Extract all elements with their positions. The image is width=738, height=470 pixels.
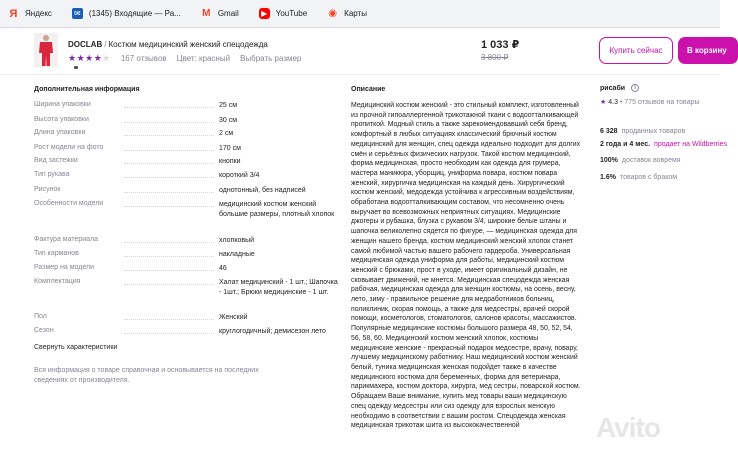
characteristic-value: хлопковый (219, 237, 255, 244)
seller-reviews-text: 775 отзывов на товары (624, 99, 700, 106)
characteristic-key: Рисунок (34, 186, 61, 193)
seller-reviews: • 775 отзывов на товары (619, 99, 700, 106)
seller-name-text[interactable]: рисаби (600, 84, 626, 92)
characteristic-value: медицинский костюм женский большие размеры, плотный хлопок (219, 201, 335, 218)
rating-stars: ★★★★★ (68, 53, 111, 63)
bookmark-label: Gmail (217, 9, 239, 18)
bookmark-label: YouTube (275, 9, 308, 18)
characteristic-value: 2 см (219, 130, 234, 137)
characteristic-key: Ширина упаковки (34, 101, 91, 108)
characteristic-key: Пол (34, 313, 47, 320)
stat-label: товаров с браком (619, 174, 678, 181)
seller-stat (600, 174, 677, 181)
avito-watermark: Avito (596, 412, 660, 443)
youtube-icon: ▶ (259, 8, 270, 19)
bookmark-gmail[interactable] (201, 8, 239, 19)
image-edge (74, 66, 78, 69)
characteristic-value: Женский (219, 314, 248, 321)
characteristic-value: 25 см (219, 102, 238, 109)
bookmark-label: (1345) Входящие — Ра... (88, 9, 181, 18)
stat-label: проданных товаров (621, 128, 686, 135)
mail-icon: ✉ (72, 8, 83, 19)
characteristic-key: Особенности модели (34, 200, 104, 207)
choose-size-link[interactable]: Выбрать размер (240, 54, 302, 63)
stat-value: 100% (600, 157, 618, 164)
maps-icon: ◉ (328, 8, 338, 19)
characteristic-key: Размер на модели (34, 264, 94, 271)
characteristic-key: Фактура материала (34, 236, 99, 243)
bookmark-youtube[interactable] (259, 8, 307, 19)
add-to-cart-button[interactable]: В корзину (678, 37, 738, 64)
product-name: Костюм медицинский женский спецодежда (108, 40, 268, 49)
characteristic-key: Сезон (34, 327, 54, 334)
product-meta (68, 53, 311, 64)
old-price: 3 800 ₽ (481, 53, 509, 62)
yandex-icon: Я (9, 7, 18, 20)
seller-rating-value: 4.3 (608, 99, 618, 106)
characteristic-value: 30 см (219, 117, 238, 124)
stat-value: 1.6% (600, 174, 616, 181)
characteristic-value: Халат медицинский - 1 шт.; Шапочка - 1шт.; Брюки медицинские - 1 шт. (219, 279, 338, 296)
stat-value: 2 года и 4 мес. (600, 141, 651, 148)
color-label: Цвет: красный (176, 54, 231, 63)
description-title: Описание (351, 86, 386, 93)
characteristic-key: Тип рукава (34, 171, 70, 178)
bookmark-label: Карты (344, 9, 367, 18)
seller-stat (600, 141, 727, 148)
bookmark-label: Яндекс (25, 9, 52, 18)
brand-separator: / (104, 40, 107, 49)
bookmark-yandex[interactable] (8, 8, 52, 19)
description-text: Медицинский костюм женский - это стильный комплект, изготовленный из прочной гипоаллергенной трикотажной ткани с водоотталкивающей пропиткой. Модный стиль а также зарекомендовавший себя бренд, комфортный в любых ситуациях классический брючный костюм медицинский для женщин, спец одежда идеально подходит для долгих смён и серьёзных физических нагрузок. Такой костюм медицинский, форма медицинская, просто необходим как одежда для грумера, мастера маникюра, уборщиц, униформа повара, костюм повара женский, хирургичка медицинская на каждый день. Хирургический костюм женский, медодежда устойчива к агрессивным воздействиям, обработана водоотталкивающим составом, что несомненно очень выручает во всевозможных неприятных ситуациях. Медицинские джогеры и рубашка, блузка с рукавом 3/4, широкие белые штаны и шапочка великолепно сядется по фигуре, — медицинская одежда для женщин нашего бренда, костюм медицинский женский хлопок станет самой любимой частью вашего рабочего гардероба. Универсальная медицинская одежда униформа для работы, медицинский костюм женский с брюками, прост в уходе, имеет оригинальный дизайн, не сковывает движений, не мнется. Медицинская спецодежда женская рабочая, медицинская одежда для женщин костюмы, на осень, весну, лето, зиму - правильное решение для медработников больниц, поликлиник, скорая помощь, а также для медсестры, врачей скорой помощи, косметологов, стоматологов, салонов красоты, массажистов. Популярные медицинские костюмы большого размера 48, 50, 52, 54, 56, 58, 60. Медицинский костюм женский хлопок, костюмы медицинские женские - прекрасный подарок медсестре, врачу, повару, лучшему медицинскому работнику. Наш медицинский костюм женский белый, туника медицинская женская подойдет также в качестве медицинского костюма для беременных, форма для ветеринара, парикмахера, костюм доктора, хирурга, мед сестры, поварской костюм. Обращаем Ваше внимание, купить мед товары ваши медицинскую спец одежду медсестры или сиз одежду для взрослых женскую необходимо в соответствии с вашим ростом. Спецодежда женская медицинская трикотаж шита из высококачественной (351, 102, 581, 430)
product-thumbnail[interactable] (34, 33, 58, 67)
stat-label: доставок вовремя (621, 157, 681, 164)
seller-rating (600, 98, 700, 106)
bookmark-mail[interactable] (72, 8, 181, 19)
gmail-icon: M (202, 8, 211, 19)
buy-now-button[interactable]: Купить сейчас (599, 37, 673, 64)
collapse-characteristics-link[interactable]: Свернуть характеристики (34, 344, 118, 351)
seller-name[interactable] (600, 84, 639, 92)
characteristics-title: Дополнительная информация (34, 86, 140, 93)
characteristic-key: Вид застежки (34, 157, 78, 164)
characteristic-key: Длина упаковки (34, 129, 86, 136)
characteristic-value: 46 (219, 265, 227, 272)
stat-link[interactable]: продает на Wildberries (654, 141, 727, 148)
characteristic-key: Рост модели на фото (34, 144, 104, 151)
bookmark-maps[interactable] (327, 8, 367, 19)
characteristic-value: кнопки (219, 158, 241, 165)
price: 1 033 ₽ (481, 39, 520, 51)
characteristic-value: накладные (219, 251, 255, 258)
seller-stat (600, 128, 685, 135)
characteristic-key: Комплектация (34, 278, 81, 285)
seller-stat (600, 157, 681, 164)
characteristic-value: 170 см (219, 145, 241, 152)
characteristic-key: Высота упаковки (34, 116, 89, 123)
product-title[interactable] (68, 40, 268, 49)
characteristic-value: короткий 3/4 (219, 172, 260, 179)
characteristic-value: круглогодичный; демисезон лето (219, 328, 326, 335)
bookmarks-bar (0, 0, 720, 28)
product-header (0, 29, 727, 75)
info-icon[interactable]: i (631, 84, 639, 92)
reviews-link[interactable]: 167 отзывов (120, 54, 167, 63)
star-icon: ★ (600, 99, 607, 106)
characteristic-key: Тип карманов (34, 250, 79, 257)
brand-name[interactable]: DOCLAB (68, 40, 103, 49)
info-disclaimer: Вся информация о товаре справочная и основывается на последних сведениях от производителя. (34, 367, 259, 384)
stat-value: 6 328 (600, 128, 618, 135)
characteristic-value: однотонный, без надписей (219, 187, 306, 194)
